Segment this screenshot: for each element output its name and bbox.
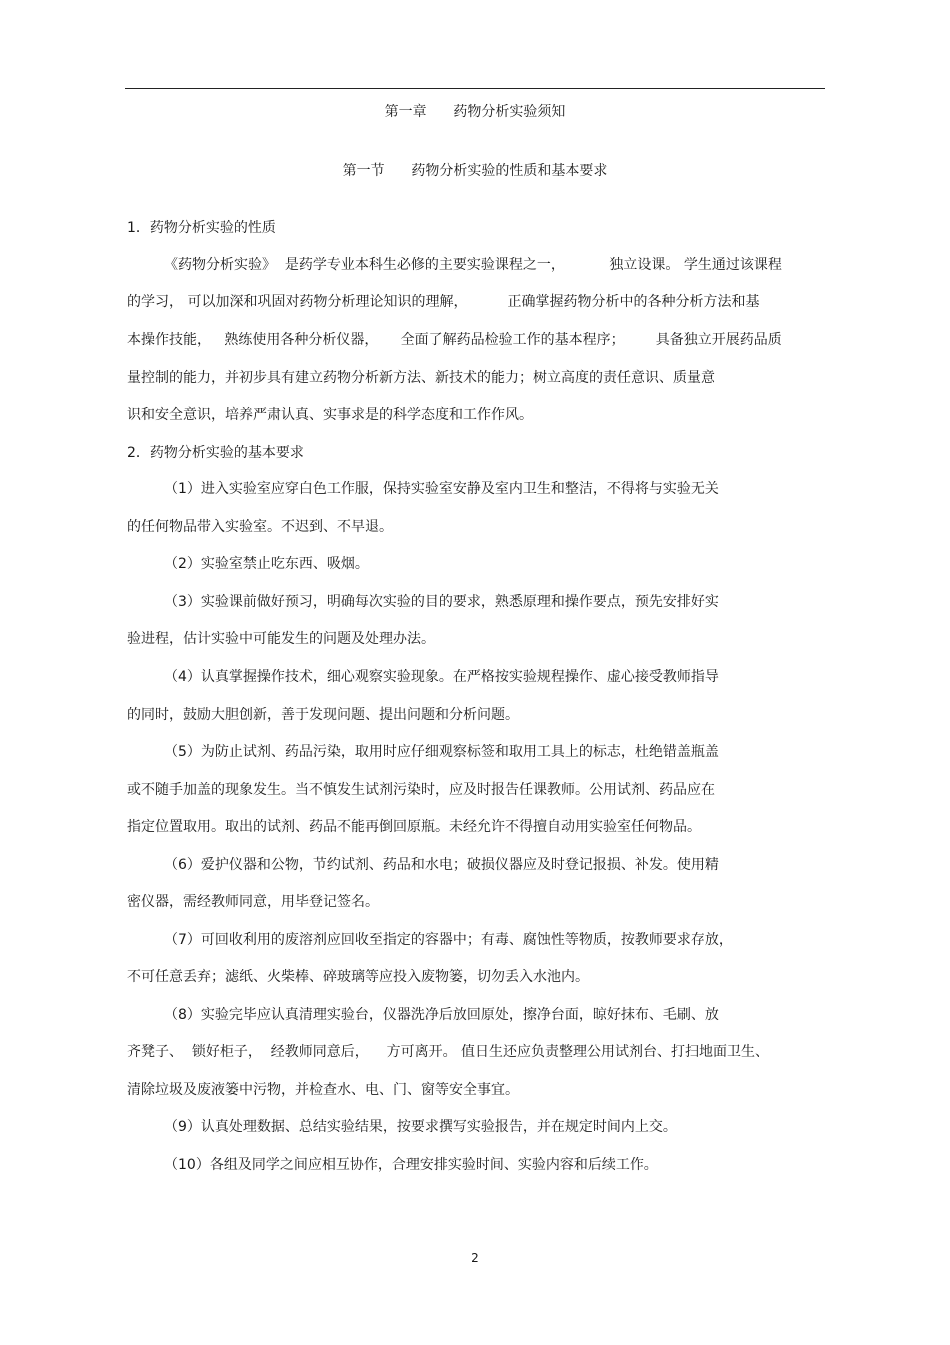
requirement-item-8-cont: 齐凳子、 锁好柜子， 经教师同意后， 方可离开。 值日生还应负责整理公用试剂台、打扫地面卫生、 — [127, 1044, 770, 1060]
nature-paragraph-line: 量控制的能力，并初步具有建立药物分析新方法、新技术的能力；树立高度的责任意识、质量意 — [127, 370, 715, 386]
requirement-item-7: （7）可回收利用的废溶剂应回收至指定的容器中；有毒、腐蚀性等物质，按教师要求存放， — [164, 932, 733, 948]
requirement-item-5-cont: 或不随手加盖的现象发生。当不慎发生试剂污染时，应及时报告任课教师。公用试剂、药品应在 — [127, 782, 715, 798]
requirement-item-1-cont: 的任何物品带入实验室。不迟到、不早退。 — [127, 519, 393, 535]
nature-paragraph-line: 的学习， 可以加深和巩固对药物分析理论知识的理解， 正确掌握药物分析中的各种分析方法和基 — [127, 294, 760, 310]
requirement-item-5: （5）为防止试剂、药品污染，取用时应仔细观察标签和取用工具上的标志，杜绝错盖瓶盖 — [164, 744, 719, 760]
requirement-item-9: （9）认真处理数据、总结实验结果，按要求撰写实验报告，并在规定时间内上交。 — [164, 1119, 677, 1135]
nature-heading: 1．药物分析实验的性质 — [127, 220, 276, 236]
requirement-item-5-cont: 指定位置取用。取出的试剂、药品不能再倒回原瓶。未经允许不得擅自动用实验室任何物品。 — [127, 819, 701, 835]
requirement-item-10: （10）各组及同学之间应相互协作，合理安排实验时间、实验内容和后续工作。 — [164, 1157, 658, 1173]
requirement-item-8-cont: 清除垃圾及废液篓中污物，并检查水、电、门、窗等安全事宜。 — [127, 1082, 519, 1098]
requirements-heading: 2．药物分析实验的基本要求 — [127, 445, 304, 461]
section-title: 第一节 药物分析实验的性质和基本要求 — [342, 163, 608, 179]
requirement-item-2: （2）实验室禁止吃东西、吸烟。 — [164, 556, 369, 572]
nature-paragraph-line: 本操作技能， 熟练使用各种分析仪器， 全面了解药品检验工作的基本程序； 具备独立开展药品质 — [127, 332, 782, 348]
requirement-item-4: （4）认真掌握操作技术，细心观察实验现象。在严格按实验规程操作、虚心接受教师指导 — [164, 669, 719, 685]
header-rule — [125, 88, 825, 89]
requirement-item-8: （8）实验完毕应认真清理实验台，仪器洗净后放回原处，擦净台面，晾好抹布、毛刷、放 — [164, 1007, 719, 1023]
chapter-title: 第一章 药物分析实验须知 — [384, 104, 566, 120]
requirement-item-7-cont: 不可任意丢弃；滤纸、火柴棒、碎玻璃等应投入废物篓，切勿丢入水池内。 — [127, 969, 589, 985]
requirement-item-6-cont: 密仪器，需经教师同意，用毕登记签名。 — [127, 894, 379, 910]
page-number: 2 — [471, 1251, 479, 1265]
requirement-item-1: （1）进入实验室应穿白色工作服，保持实验室安静及室内卫生和整洁，不得将与实验无关 — [164, 481, 719, 497]
requirement-item-6: （6）爱护仪器和公物，节约试剂、药品和水电；破损仪器应及时登记报损、补发。使用精 — [164, 857, 719, 873]
requirement-item-4-cont: 的同时，鼓励大胆创新，善于发现问题、提出问题和分析问题。 — [127, 707, 519, 723]
nature-paragraph-line: 识和安全意识，培养严肃认真、实事求是的科学态度和工作作风。 — [127, 407, 533, 423]
requirement-item-3-cont: 验进程，估计实验中可能发生的问题及处理办法。 — [127, 631, 435, 647]
requirement-item-3: （3）实验课前做好预习，明确每次实验的目的要求，熟悉原理和操作要点，预先安排好实 — [164, 594, 719, 610]
nature-paragraph-line: 《药物分析实验》 是药学专业本科生必修的主要实验课程之一， 独立设课。 学生通过该课程 — [164, 257, 782, 273]
